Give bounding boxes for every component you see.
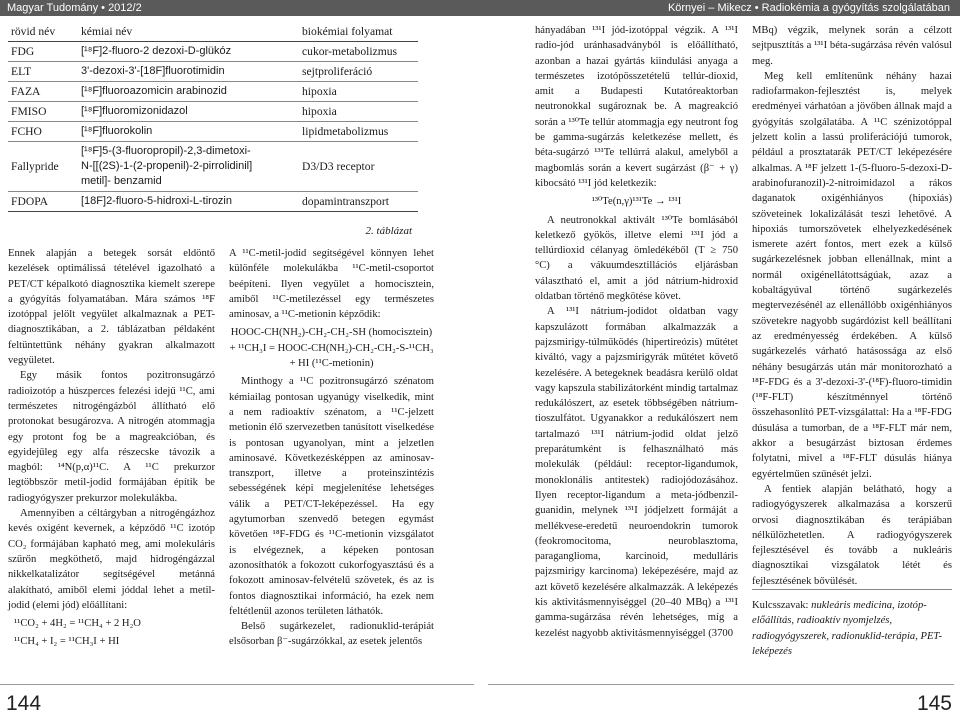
equation: ¹³⁰Te(n,γ)¹³¹Te → ¹³¹I (591, 196, 682, 208)
equation: ¹¹CO₂ + 4H₂ = ¹¹CH₄ + 2 H₂O (14, 618, 141, 630)
table-cell-chem: [¹⁸F]fluoromizonidazol (78, 102, 299, 122)
right-column-2 (752, 23, 952, 659)
paragraph: Amennyiben a céltárgyban a nitrogéngázhoz kevés oxigént kevernek, a képződő ¹¹C izotóp CO₂ formájában kapható meg, ami molekuláris szűrőn megköthető, majd hidrogéngázzal nikkelkatalizátor segítségével metánná alakítható, amiből elemi jóddal lehet a metil-jodid (elemi jód) előállítani: (8, 508, 215, 611)
table-cell-short: Fallypride (8, 142, 78, 192)
table-cell-process: dopamintranszport (299, 192, 418, 212)
table-row (8, 192, 418, 212)
right-page (480, 0, 960, 722)
table-cell-short: FCHO (8, 122, 78, 142)
table-cell-short: ELT (8, 62, 78, 82)
table-cell-process: D3/D3 receptor (299, 142, 418, 192)
table-cell-chem: [¹⁸F]fluoroazomicin arabinozid (78, 82, 299, 102)
table-header-process: biokémiai folyamat (299, 23, 418, 42)
table-cell-chem: 3'-dezoxi-3'-[18F]fluorotimidin (78, 62, 299, 82)
paragraph: Ennek alapján a betegek sorsát eldöntő kezelések optimálissá tételével igazolható a PET/CT képalkotó diagnosztika kiemelt szerepe a gyógyítás folyamatában. Mára számos ¹⁸F izotóppal jelölt vegyület alkalmaznak a PET-diagnosztikában, a 2. táblázatban példaként feltüntettünk néhány gyakran alkalmazott vegyületet. (8, 248, 215, 367)
left-column-2 (229, 246, 434, 650)
equation: ¹¹CH₄ + I₂ = ¹¹CH₃I + HI (14, 636, 120, 648)
right-column-1 (535, 23, 738, 641)
table-caption: 2. táblázat (365, 225, 412, 237)
page-number: 144 (6, 692, 42, 715)
table-cell-process: hipoxia (299, 82, 418, 102)
left-column-1 (8, 246, 215, 653)
chem-line: N-[[(2S)-1-(2-propenil)-2-pirrolidinil] (81, 160, 253, 172)
footer-rule (488, 684, 954, 685)
paragraph: A fentiek alapján belátható, hogy a radiogyógyszerek alkalmazása a korszerű orvosi diagnosztikában és terápiában nélkülözhetetlen. A radiogyógyszerek fejlesztésével és tovább a nukleáris diagnosztikai vizsgálatok létét és fejlesztésének bővülését. (752, 483, 952, 587)
table-row (8, 82, 418, 102)
table-row (8, 62, 418, 82)
table-row (8, 122, 418, 142)
paragraph: Egy másik fontos pozitronsugárzó radioizotóp a húszperces felezési idejű ¹¹C, ami természetes nitrogéngázból állítható elő protonokat besugározva. A nitrogén atommagja egy protont fog be a magreakcióban, és egyidejűleg egy alfa részecske távozik a magból: ¹⁴N(p,α)¹¹C. A ¹¹C prekurzor legtöbbször metil-jodid formájában építik be radiogyógyszer prekurzor molekulákba. (8, 370, 215, 504)
table-cell-short: FMISO (8, 102, 78, 122)
paragraph: hányadában ¹³¹I jód-izotóppal végzik. A ¹³¹I radio-jód uránhasadványból is előállítható, azonban a hazai gyártás kiindulási anyaga a természetes izotópösszetételű tellúr-dioxid, amit a Budapesti Kutatóreaktorban neutronokkal sugároznak be. A magreakció során a ¹³⁰Te tellúr atommagja egy neutront fog be gamma-sugárzás keletkezése mellett, és béta-sugárzó ¹³¹Te tellúrrá alakul, amelyből a magbomlás során a kevert sugárzást (β⁻ + γ) kibocsátó ¹³¹I jód keletkezik: (535, 25, 738, 189)
table-header-short: rövid név (8, 23, 78, 42)
table-row (8, 102, 418, 122)
table-cell-chem: [¹⁸F]fluorokolin (78, 122, 299, 142)
paragraph: Meg kell említenünk néhány hazai radiofarmakon-fejlesztést is, melyek eredményei várhatóan a jövőben állnak majd a gyógyítás szolgálatába. A ¹¹C szénizotóppal jelzett kolin a lassú proliferációjú tumorok, például a prosztatarák PET/CT leképezésére alkalmas. A ¹⁸F jelzett 1-(5-fluoro-5-dezoxi-D-arabinofuranozil)-2-nitroimidazol a rákos daganatok oxigénhiányos (hipoxiás) szöveteinek lokalizálását teszi lehetővé. A hipoxiás tumorszövetek elhelyezkedésének ismerete azért fontos, mert ezek a külső sugárkezelésnek jobban ellenállnak, mint a normál oxigénellátottságúak, azaz a kobaltágyúval történő sugárkezelés megtervezésénél az ellenállóbb oxigénhiányos szövetekre nagyobb sugárdózist kell beállítani az eredményesség érdekében. A külső sugárkezelés várható hatásossága az első néhány besugárzás után már monitorozható a ¹⁸F-FDG és a 3'-dezoxi-3'-(¹⁸F)-fluoro-timidin (¹⁸F-FLT) készítménnyel történő összehasonlító PET-vizsgálattal: Ha a ¹⁸F-FDG dúsulása a tumorban, de a ¹⁸F-FLT már nem, akkor a besugárzást biztosan érdemes folytatni, mivel a ¹⁸F-FLT dúsulás hiánya egyértelműen szűnését jelzi. (752, 70, 952, 480)
paragraph: Belső sugárkezelet, radionuklid-terápiát elsősorban β⁻-sugárzókkal, az esetek jelentős (229, 621, 434, 648)
keywords (752, 589, 952, 659)
table-cell-chem: [¹⁸F]2-fluoro-2 dezoxi-D-glükóz (78, 42, 299, 62)
paragraph: A ¹³¹I nátrium-jodidot oldatban vagy kapszulázott formában alkalmazzák a pajzsmirigy-túlműködés (hipertireózis) műtétet kiváltó, vagy a pajzsmirigyrák műtétet követő kezelésére. A betegeknek beadásra kerülő oldat vagy kapszula stabilizátorként mindig tartalmaz redukálószert, az esetek többségében nátrium-tioszulfátot. Ugyanakkor a redukálószert nem tartalmazó ¹³¹I nátrium-jodid oldat jelző preparátumként is felhasználható más molekulák (például: receptor-ligandumok, monoklonális antitestek) radiojódozásához. Ilyen receptor-ligandum a meta-jódbenzil-guanidin, melynek ¹³¹I jódjelzett formáját a mellékvese-eredetű neuroendokrin tumorok (feokromocitoma, neuroblasztoma, paraganglioma, karcinoid, medulláris pajzsmirigy karcinoma) leképezésére, majd az azt követő kezelésére alkalmazzák. A leképezés kis aktivitásmennyiséggel (20–40 MBq) a ¹³¹I gamma-sugárzása révén lehetséges, míg a kezelést nagyobb aktivitásmennyiséggel (3700 (535, 306, 738, 639)
table-cell-process: cukor-metabolizmus (299, 42, 418, 62)
table-cell-process: sejtproliferáció (299, 62, 418, 82)
table-cell-chem: [18F]2-fluoro-5-hidroxi-L-tirozin (78, 192, 299, 212)
footer-rule (0, 684, 474, 685)
table-row (8, 142, 418, 192)
page-number: 145 (916, 692, 952, 715)
table-row (8, 42, 418, 62)
table-cell-short: FDOPA (8, 192, 78, 212)
paragraph: A ¹¹C-metil-jodid segítségével könnyen lehet különféle molekulákba ¹¹C-metil-csoportot beépíteni. Ilyen vegyület a homocisztein, amiből ¹¹C-metilezéssel egy természetes aminosav, a ¹¹C-metionin képződik: (229, 248, 434, 321)
left-page-header: Magyar Tudomány • 2012/2 (0, 0, 480, 16)
table-cell-short: FAZA (8, 82, 78, 102)
keywords-text: nukleáris medicina, izotóp-előállítás, radioaktív nyomjelzés, radiogyógyszerek, radionuklid-terápia, PET-leképezés (752, 599, 943, 657)
paragraph: MBq) végzik, melynek során a célzott sejtpusztítás a ¹³¹I béta-sugárzása révén valósul meg. (752, 25, 952, 67)
keywords-label: Kulcsszavak: (752, 599, 809, 611)
equation: HOOC-CH(NH₂)-CH₂-CH₂-SH (homocisztein) + ¹¹CH₃I = HOOC-CH(NH₂)-CH₂-CH₂-S-¹¹CH₃ + HI (¹¹C-metionin) (229, 327, 434, 370)
paragraph: Minthogy a ¹¹C pozitronsugárzó szénatom kémiailag pontosan ugyanúgy viselkedik, mint a nem radioaktív szénatom, a ¹¹C-jelzett metionin élő szervezetben tanúsított viselkedése is pontosan ugyanolyan, mint a jelzetlen aminosavé. Következésképpen az aminosav-transzport, illetve a proteinszintézis sebességének képi megjelenítése lehetséges válik a PET/CT-leképezéssel. Ha egy agytumorban szenvedő betegen egymást követően ¹⁸F-FDG és ¹¹C-metionin vizsgálatot is elvégeznek, a képeken pontosan azonosíthatók a fokozott cukorfogyasztású és a fokozott aminosav-felvételű szövetek, és az is fontos diagnosztikai információ, ha ezek nem feltétlenül azonos területen láthatók. (229, 376, 434, 617)
paragraph: A neutronokkal aktivált ¹³⁰Te bomlásából keletkező gyökös, illetve elemi ¹³¹I jód a tellúrdioxid célanyag ömledékéből (T ≥ 750 °C) a vákuumdesztillációs eljárásban választható el, amit a jód nátrium-hidroxid oldatban történő megkötése követ. (535, 214, 738, 303)
compound-table (8, 23, 418, 212)
table-cell-chem (78, 142, 299, 192)
table-cell-process: lipidmetabolizmus (299, 122, 418, 142)
chem-line: [¹⁸F]5-(3-fluoropropil)-2,3-dimetoxi- (81, 145, 251, 157)
table-header-chem: kémiai név (78, 23, 299, 42)
table-cell-short: FDG (8, 42, 78, 62)
chem-line: metil]- benzamid (81, 175, 162, 187)
table-cell-process: hipoxia (299, 102, 418, 122)
table-header-row (8, 23, 418, 42)
right-page-header: Környei – Mikecz • Radiokémia a gyógyítás szolgálatában (480, 0, 960, 16)
